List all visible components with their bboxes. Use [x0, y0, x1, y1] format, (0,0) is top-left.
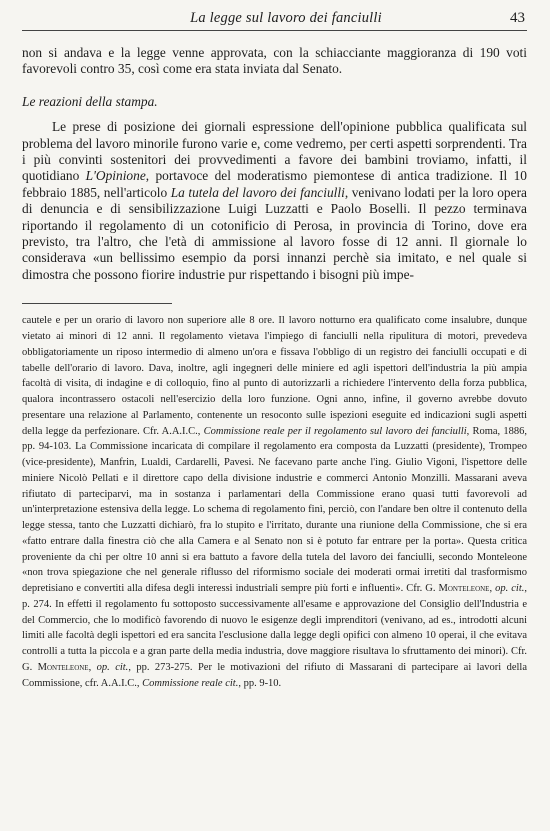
- footnote-divider: [22, 303, 172, 304]
- article-title: La tutela del lavoro dei fanciulli: [170, 184, 345, 200]
- page: [22, 10, 527, 691]
- section-heading: Le reazioni della stampa.: [22, 93, 158, 109]
- footnote-text: , pp. 273-275. Per le motivazioni del rifiuto di Massarani di partecipare ai lavori della Commissione, cfr. A.A.I.C.,: [22, 661, 527, 689]
- footnote-author: Monteleone: [438, 583, 490, 595]
- footnote-text: ,: [88, 661, 97, 673]
- footnote-op-cit: op. cit.: [96, 661, 129, 673]
- footnote-citation-title: Commissione reale cit.: [142, 677, 239, 689]
- text-run: Le prese di posizione dei giornali espressione dell'opinione pubblica qualificata sul problema del lavoro minorile furono varie e, come vedremo, per certi aspetti sorprendenti. Tra i più convinti sostenitori dei provvedimenti a favore dei bambini troviamo, infatti, il quotidiano: [22, 119, 527, 184]
- footnote-text: , pp. 9-10.: [238, 677, 282, 689]
- newspaper-title: L'Opinione: [85, 168, 146, 184]
- running-title: La legge sul lavoro dei fanciulli: [190, 10, 382, 26]
- text-run: , portavoce del moderatismo piemontese di antica tradizione. Il 10 febbraio 1885, nell'articolo: [22, 168, 527, 200]
- footnote-citation-title: Commissione reale per il regolamento sul lavoro dei fanciulli: [203, 425, 467, 437]
- footnote-text: , p. 274. In effetti il regolamento fu sottoposto successivamente all'esame e approvazione del Consiglio dell'Industria e del Commercio, che lo modificò favorendo di nuovo le esigenze degli imprenditori (venivano, ad es., introdotti alcuni limiti alle facoltà degli ispettori ed era sancita l'esclusione dalla legge degli opifici con almeno 10 operai, il che evitava controlli a tutta la piccola e a gran parte della media industria, dove maggiore risultava lo sfruttamento dei minori). Cfr. G.: [22, 583, 528, 673]
- footnote-op-cit: op. cit.: [495, 583, 525, 595]
- paragraph-continuation: non si andava e la legge venne approvata, con la schiacciante maggioranza di 190 voti favorevoli contro 35, così come era stata inviata dal Senato.: [22, 45, 527, 77]
- footnote-text: cautele e per un orario di lavoro non superiore alle 8 ore. Il lavoro notturno era qualificato come insalubre, dunque vietato ai minori di 12 anni. Il regolamento vietava l'impiego di fanciulli nella ripulitura di motori, prevedeva obbligatoriamente un riposo intermedio di almeno un'ora e fissava l'obbligo di un registro dei fanciulli occupati e di tabelle dell'orario di lavoro. Dava, inoltre, agli ingegneri delle miniere ed agli ispettori dell'industria la più ampia facoltà di visita, di indagine e di colloquio, fino al punto di autorizzarli a richiedere l'intervento della forza pubblica, qualora incontrassero ostacoli nell'esercizio della loro funzione. Ogni anno, infine, il governo avrebbe dovuto presentare una relazione al Parlamento, contenente un resoconto sulle ispezioni eseguite ed indicazioni sugli aspetti della legge da perfezionare. Cfr. A.A.I.C.,: [22, 315, 527, 437]
- text-run: , venivano lodati per la loro opera di denuncia e di sensibilizzazione Luigi Luzzatti e Paolo Boselli. Il pezzo terminava riportando il regolamento di un cotonificio di Perosa, in provincia di Torino, dove era previsto, tra l'altro, che l'età di ammissione al lavoro fosse di 12 anni. Il giornale lo considerava «un bellissimo esempio da porsi innanzi perchè sia imitato, e nel quale si dimostra che possono fiorire industrie pur rispettando i bisogni più impe-: [22, 184, 527, 282]
- page-number: 43: [510, 10, 525, 26]
- footnote: [22, 313, 527, 691]
- footnote-text: , Roma, 1886, pp. 94-103. La Commissione incaricata di compilare il regolamento era composta da Luzzatti (presidente), Trompeo (vice-presidente), Manfrin, Lualdi, Cardarelli, Pavesi. Ne facevano parte anche l'ing. Giulio Vigoni, l'ispettore delle miniere Nicolò Pellati e il direttore capo della divisione industrie e commerci Antonio Monzilli. Massarani aveva rifiutato di parteciparvi, ma in sostanza i parlamentari della Commissione erano quasi tutti favorevoli ad un'interpretazione estensiva della legge. Lo schema di regolamento finì, perciò, con l'andare ben oltre il contenuto della legge stessa, tanto che Luzzatti dichiarò, fra lo stupito e l'irritato, durante una riunione della Commissione, che si era «fatto entrare dalla finestra ciò che alla Camera e al Senato non si è potuto far entrare per la porta». Questa critica proveniente da chi per oltre 10 anni si era battuto a favore della tutela del lavoro dei fanciulli, secondo Monteleone «non trova spiegazione che nel generale riflusso del riformismo sociale dei moderati ormai irretiti dal trasformismo depretisiano e convertiti alla difesa degli interessi industriali sempre più forti e influenti». Cfr. G.: [22, 425, 527, 595]
- main-text: [22, 45, 527, 283]
- running-header: [22, 10, 527, 31]
- footnote-author: Monteleone: [37, 661, 89, 673]
- footnote-text: ,: [489, 583, 496, 595]
- paragraph-press-reactions: [22, 119, 527, 283]
